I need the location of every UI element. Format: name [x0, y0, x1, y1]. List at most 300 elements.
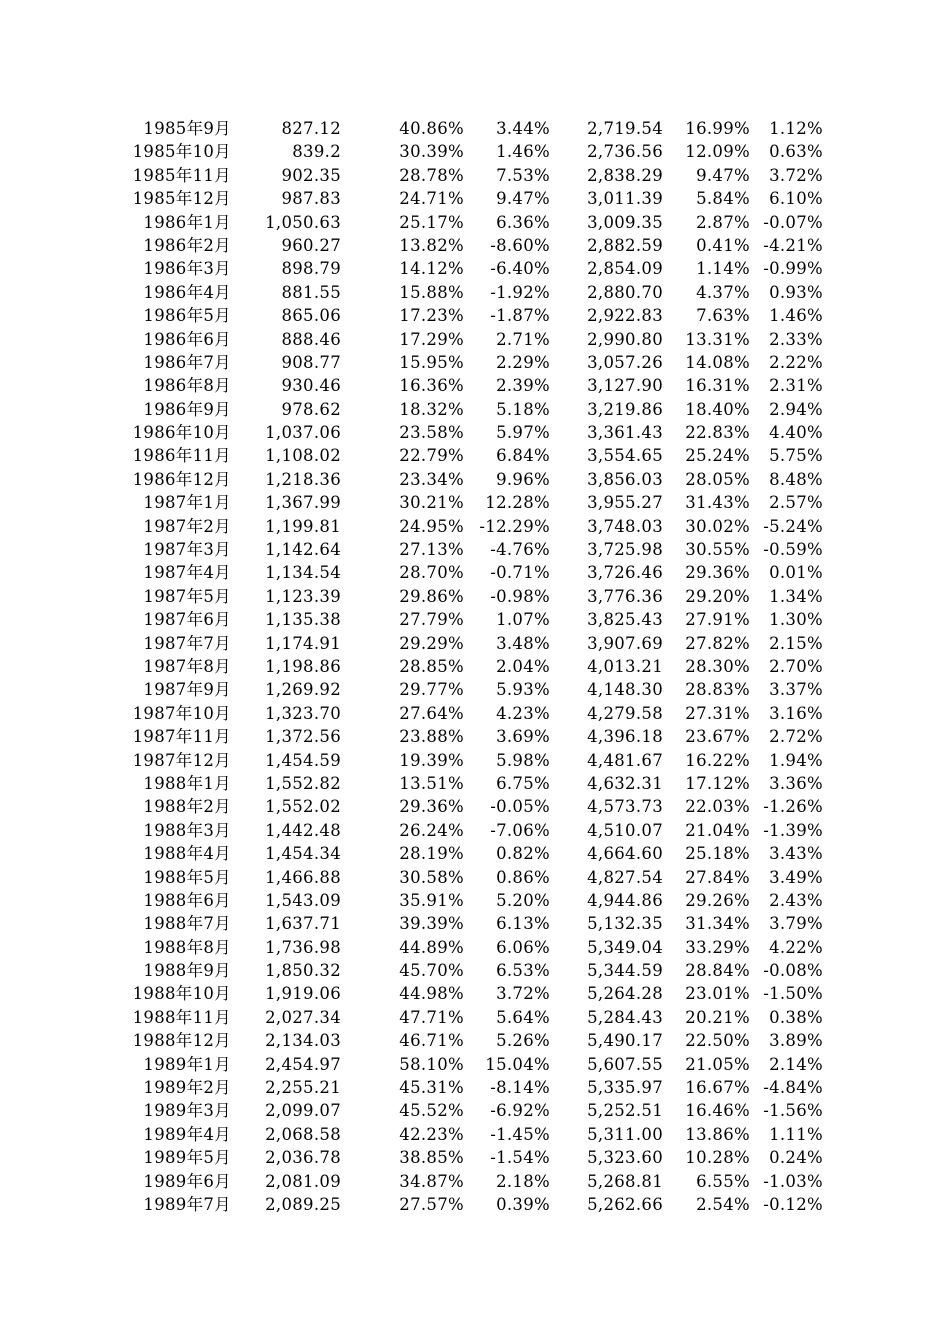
month-cell: 1986年6月	[143, 329, 231, 349]
table-row	[130, 1006, 830, 1029]
index-mom-cell: -4.21%	[763, 235, 823, 255]
month-cell: 1988年2月	[143, 797, 231, 817]
value-cell: 930.46	[281, 376, 341, 396]
table-row	[130, 678, 830, 701]
index-cell: 3,361.43	[587, 423, 663, 443]
yoy-cell: 29.77%	[399, 680, 464, 700]
index-mom-cell: 1.34%	[769, 586, 823, 606]
table-row	[130, 164, 830, 187]
month-cell: 1987年4月	[143, 563, 231, 583]
index-cell: 5,132.35	[587, 914, 663, 934]
index-mom-cell: 1.11%	[769, 1124, 823, 1144]
index-cell: 3,011.39	[587, 189, 663, 209]
yoy-cell: 44.89%	[399, 937, 464, 957]
value-cell: 898.79	[281, 259, 341, 279]
index-mom-cell: 1.12%	[769, 119, 823, 138]
month-cell: 1986年12月	[132, 469, 231, 489]
yoy-cell: 38.85%	[399, 1148, 464, 1168]
mom-cell: 2.18%	[496, 1171, 550, 1191]
index-mom-cell: 2.14%	[769, 1054, 823, 1074]
value-cell: 1,218.36	[265, 469, 341, 489]
mom-cell: 2.71%	[496, 329, 550, 349]
table-row	[130, 491, 830, 514]
value-cell: 1,050.63	[265, 212, 341, 232]
table-row	[130, 304, 830, 327]
mom-cell: 3.72%	[496, 984, 550, 1004]
table-row	[130, 351, 830, 374]
month-cell: 1986年2月	[143, 235, 231, 255]
table-row	[130, 982, 830, 1005]
yoy-cell: 22.79%	[399, 446, 464, 466]
index-yoy-cell: 25.24%	[685, 446, 750, 466]
index-mom-cell: 2.15%	[769, 633, 823, 653]
value-cell: 1,919.06	[265, 984, 341, 1004]
index-cell: 2,882.59	[587, 235, 663, 255]
table-row	[130, 538, 830, 561]
value-cell: 908.77	[281, 352, 341, 372]
value-cell: 1,736.98	[265, 937, 341, 957]
index-cell: 5,268.81	[587, 1171, 663, 1191]
month-cell: 1986年9月	[143, 399, 231, 419]
month-cell: 1988年1月	[143, 773, 231, 793]
index-mom-cell: -4.84%	[763, 1078, 823, 1098]
yoy-cell: 23.58%	[399, 423, 464, 443]
index-cell: 4,573.73	[587, 797, 663, 817]
index-yoy-cell: 4.37%	[696, 282, 750, 302]
value-cell: 1,454.59	[265, 750, 341, 770]
table-row	[130, 912, 830, 935]
value-cell: 1,198.86	[265, 656, 341, 676]
index-cell: 2,922.83	[587, 306, 663, 326]
index-mom-cell: -0.99%	[763, 259, 823, 279]
index-mom-cell: 8.48%	[769, 469, 823, 489]
index-mom-cell: -0.08%	[763, 961, 823, 981]
value-cell: 1,552.02	[265, 797, 341, 817]
mom-cell: -7.06%	[490, 820, 550, 840]
value-cell: 1,108.02	[265, 446, 341, 466]
table-row	[130, 421, 830, 444]
month-cell: 1988年10月	[132, 984, 231, 1004]
index-yoy-cell: 27.82%	[685, 633, 750, 653]
mom-cell: 5.97%	[496, 423, 550, 443]
yoy-cell: 47.71%	[399, 1007, 464, 1027]
index-yoy-cell: 31.43%	[685, 493, 750, 513]
index-mom-cell: 1.94%	[769, 750, 823, 770]
mom-cell: 6.84%	[496, 446, 550, 466]
index-cell: 5,344.59	[587, 961, 663, 981]
index-cell: 4,827.54	[587, 867, 663, 887]
yoy-cell: 44.98%	[399, 984, 464, 1004]
table-row	[130, 1076, 830, 1099]
value-cell: 1,037.06	[265, 423, 341, 443]
index-yoy-cell: 29.20%	[685, 586, 750, 606]
index-yoy-cell: 28.83%	[685, 680, 750, 700]
mom-cell: 6.53%	[496, 961, 550, 981]
index-cell: 3,057.26	[587, 352, 663, 372]
table-row	[130, 725, 830, 748]
index-cell: 2,990.80	[587, 329, 663, 349]
index-mom-cell: 0.24%	[769, 1148, 823, 1168]
index-mom-cell: -1.50%	[763, 984, 823, 1004]
index-mom-cell: 6.10%	[769, 189, 823, 209]
value-cell: 1,442.48	[265, 820, 341, 840]
index-cell: 5,284.43	[587, 1007, 663, 1027]
table-row	[130, 1146, 830, 1169]
index-cell: 4,481.67	[587, 750, 663, 770]
month-cell: 1987年1月	[143, 493, 231, 513]
month-cell: 1988年5月	[143, 867, 231, 887]
index-yoy-cell: 33.29%	[685, 937, 750, 957]
table-row	[130, 444, 830, 467]
index-cell: 5,490.17	[587, 1031, 663, 1051]
index-mom-cell: 3.37%	[769, 680, 823, 700]
index-yoy-cell: 30.02%	[685, 516, 750, 536]
table-row	[130, 936, 830, 959]
yoy-cell: 19.39%	[399, 750, 464, 770]
month-cell: 1986年8月	[143, 376, 231, 396]
yoy-cell: 30.39%	[399, 142, 464, 162]
index-mom-cell: -5.24%	[763, 516, 823, 536]
index-mom-cell: 3.72%	[769, 165, 823, 185]
mom-cell: 1.07%	[496, 610, 550, 630]
value-cell: 1,135.38	[265, 610, 341, 630]
yoy-cell: 27.64%	[399, 703, 464, 723]
table-row	[130, 1099, 830, 1122]
index-cell: 5,311.00	[587, 1124, 663, 1144]
table-row	[130, 889, 830, 912]
value-cell: 1,269.92	[265, 680, 341, 700]
value-cell: 839.2	[292, 142, 341, 162]
month-cell: 1987年12月	[132, 750, 231, 770]
month-cell: 1987年9月	[143, 680, 231, 700]
yoy-cell: 45.52%	[399, 1101, 464, 1121]
mom-cell: -0.71%	[490, 563, 550, 583]
index-cell: 5,264.28	[587, 984, 663, 1004]
table-row	[130, 795, 830, 818]
month-cell: 1986年3月	[143, 259, 231, 279]
mom-cell: 4.23%	[496, 703, 550, 723]
index-yoy-cell: 22.50%	[685, 1031, 750, 1051]
mom-cell: -12.29%	[479, 516, 550, 536]
month-cell: 1985年12月	[132, 189, 231, 209]
index-yoy-cell: 5.84%	[696, 189, 750, 209]
index-cell: 2,838.29	[587, 165, 663, 185]
value-cell: 2,099.07	[265, 1101, 341, 1121]
yoy-cell: 29.36%	[399, 797, 464, 817]
index-mom-cell: 2.33%	[769, 329, 823, 349]
mom-cell: 2.04%	[496, 656, 550, 676]
index-yoy-cell: 18.40%	[685, 399, 750, 419]
table-row	[130, 608, 830, 631]
yoy-cell: 15.88%	[399, 282, 464, 302]
index-yoy-cell: 27.31%	[685, 703, 750, 723]
index-yoy-cell: 7.63%	[696, 306, 750, 326]
yoy-cell: 39.39%	[399, 914, 464, 934]
month-cell: 1986年10月	[132, 423, 231, 443]
index-cell: 2,880.70	[587, 282, 663, 302]
index-cell: 3,009.35	[587, 212, 663, 232]
index-cell: 3,825.43	[587, 610, 663, 630]
yoy-cell: 35.91%	[399, 890, 464, 910]
table-row	[130, 1193, 830, 1216]
month-cell: 1987年2月	[143, 516, 231, 536]
value-cell: 827.12	[281, 119, 341, 138]
month-cell: 1986年4月	[143, 282, 231, 302]
index-yoy-cell: 25.18%	[685, 844, 750, 864]
index-cell: 4,013.21	[587, 656, 663, 676]
mom-cell: 1.46%	[496, 142, 550, 162]
mom-cell: 7.53%	[496, 165, 550, 185]
mom-cell: 6.13%	[496, 914, 550, 934]
mom-cell: -0.98%	[490, 586, 550, 606]
table-row	[130, 468, 830, 491]
index-yoy-cell: 16.22%	[685, 750, 750, 770]
index-yoy-cell: 6.55%	[696, 1171, 750, 1191]
value-cell: 888.46	[281, 329, 341, 349]
index-cell: 3,726.46	[587, 563, 663, 583]
mom-cell: 5.18%	[496, 399, 550, 419]
mom-cell: 15.04%	[485, 1054, 550, 1074]
month-cell: 1985年11月	[132, 165, 231, 185]
index-mom-cell: 4.40%	[769, 423, 823, 443]
index-mom-cell: -1.03%	[763, 1171, 823, 1191]
month-cell: 1986年7月	[143, 352, 231, 372]
index-yoy-cell: 22.03%	[685, 797, 750, 817]
yoy-cell: 13.51%	[399, 773, 464, 793]
table-row	[130, 749, 830, 772]
yoy-cell: 45.70%	[399, 961, 464, 981]
value-cell: 1,637.71	[265, 914, 341, 934]
index-mom-cell: 0.01%	[769, 563, 823, 583]
yoy-cell: 16.36%	[399, 376, 464, 396]
index-yoy-cell: 16.31%	[685, 376, 750, 396]
index-cell: 2,736.56	[587, 142, 663, 162]
value-cell: 2,089.25	[265, 1194, 341, 1214]
yoy-cell: 27.79%	[399, 610, 464, 630]
value-cell: 987.83	[281, 189, 341, 209]
yoy-cell: 29.86%	[399, 586, 464, 606]
month-cell: 1987年10月	[132, 703, 231, 723]
index-yoy-cell: 28.30%	[685, 656, 750, 676]
mom-cell: 5.20%	[496, 890, 550, 910]
index-mom-cell: 3.36%	[769, 773, 823, 793]
value-cell: 1,123.39	[265, 586, 341, 606]
table-row	[130, 1053, 830, 1076]
table-row	[130, 655, 830, 678]
month-cell: 1987年7月	[143, 633, 231, 653]
table-row	[130, 1123, 830, 1146]
yoy-cell: 23.88%	[399, 727, 464, 747]
value-cell: 2,255.21	[265, 1078, 341, 1098]
value-cell: 1,199.81	[265, 516, 341, 536]
index-yoy-cell: 13.86%	[685, 1124, 750, 1144]
mom-cell: -1.45%	[490, 1124, 550, 1144]
value-cell: 2,454.97	[265, 1054, 341, 1074]
yoy-cell: 27.13%	[399, 540, 464, 560]
mom-cell: 0.39%	[496, 1194, 550, 1214]
value-cell: 1,323.70	[265, 703, 341, 723]
mom-cell: 9.47%	[496, 189, 550, 209]
mom-cell: 6.75%	[496, 773, 550, 793]
mom-cell: 9.96%	[496, 469, 550, 489]
yoy-cell: 29.29%	[399, 633, 464, 653]
yoy-cell: 28.85%	[399, 656, 464, 676]
index-cell: 5,607.55	[587, 1054, 663, 1074]
index-mom-cell: 3.89%	[769, 1031, 823, 1051]
month-cell: 1985年10月	[132, 142, 231, 162]
month-cell: 1987年3月	[143, 540, 231, 560]
index-yoy-cell: 20.21%	[685, 1007, 750, 1027]
index-yoy-cell: 16.99%	[685, 119, 750, 138]
value-cell: 1,142.64	[265, 540, 341, 560]
month-cell: 1989年2月	[143, 1078, 231, 1098]
value-cell: 865.06	[281, 306, 341, 326]
index-yoy-cell: 16.46%	[685, 1101, 750, 1121]
mom-cell: -1.92%	[490, 282, 550, 302]
mom-cell: 3.44%	[496, 119, 550, 138]
month-cell: 1987年11月	[132, 727, 231, 747]
index-cell: 3,748.03	[587, 516, 663, 536]
index-mom-cell: 3.16%	[769, 703, 823, 723]
table-row	[130, 374, 830, 397]
index-mom-cell: 3.79%	[769, 914, 823, 934]
yoy-cell: 24.71%	[399, 189, 464, 209]
mom-cell: 0.86%	[496, 867, 550, 887]
index-mom-cell: 0.93%	[769, 282, 823, 302]
index-mom-cell: -0.12%	[763, 1194, 823, 1214]
value-cell: 2,036.78	[265, 1148, 341, 1168]
yoy-cell: 42.23%	[399, 1124, 464, 1144]
month-cell: 1989年5月	[143, 1148, 231, 1168]
index-yoy-cell: 2.54%	[696, 1194, 750, 1214]
data-table	[130, 117, 830, 1216]
index-yoy-cell: 10.28%	[685, 1148, 750, 1168]
index-cell: 3,856.03	[587, 469, 663, 489]
index-cell: 2,854.09	[587, 259, 663, 279]
yoy-cell: 17.23%	[399, 306, 464, 326]
index-cell: 5,349.04	[587, 937, 663, 957]
index-mom-cell: 2.43%	[769, 890, 823, 910]
yoy-cell: 18.32%	[399, 399, 464, 419]
index-yoy-cell: 27.91%	[685, 610, 750, 630]
table-row	[130, 117, 830, 140]
month-cell: 1988年7月	[143, 914, 231, 934]
month-cell: 1988年4月	[143, 844, 231, 864]
mom-cell: 5.93%	[496, 680, 550, 700]
value-cell: 1,850.32	[265, 961, 341, 981]
yoy-cell: 58.10%	[399, 1054, 464, 1074]
month-cell: 1987年5月	[143, 586, 231, 606]
index-mom-cell: 3.49%	[769, 867, 823, 887]
index-cell: 3,554.65	[587, 446, 663, 466]
month-cell: 1988年11月	[132, 1007, 231, 1027]
table-row	[130, 398, 830, 421]
index-cell: 4,664.60	[587, 844, 663, 864]
month-cell: 1989年3月	[143, 1101, 231, 1121]
table-row	[130, 234, 830, 257]
index-cell: 4,510.07	[587, 820, 663, 840]
month-cell: 1988年8月	[143, 937, 231, 957]
index-cell: 5,323.60	[587, 1148, 663, 1168]
index-yoy-cell: 13.31%	[685, 329, 750, 349]
index-yoy-cell: 29.36%	[685, 563, 750, 583]
value-cell: 1,134.54	[265, 563, 341, 583]
table-row	[130, 515, 830, 538]
yoy-cell: 28.78%	[399, 165, 464, 185]
index-yoy-cell: 9.47%	[696, 165, 750, 185]
yoy-cell: 17.29%	[399, 329, 464, 349]
index-mom-cell: 2.57%	[769, 493, 823, 513]
table-row	[130, 281, 830, 304]
index-mom-cell: -1.26%	[763, 797, 823, 817]
value-cell: 1,543.09	[265, 890, 341, 910]
yoy-cell: 26.24%	[399, 820, 464, 840]
table-row	[130, 866, 830, 889]
index-yoy-cell: 1.14%	[696, 259, 750, 279]
mom-cell: 5.98%	[496, 750, 550, 770]
month-cell: 1986年1月	[143, 212, 231, 232]
index-mom-cell: 0.38%	[769, 1007, 823, 1027]
table-row	[130, 187, 830, 210]
mom-cell: 2.29%	[496, 352, 550, 372]
index-yoy-cell: 14.08%	[685, 352, 750, 372]
index-yoy-cell: 0.41%	[696, 235, 750, 255]
index-yoy-cell: 17.12%	[685, 773, 750, 793]
index-mom-cell: -1.56%	[763, 1101, 823, 1121]
table-row	[130, 585, 830, 608]
index-cell: 4,632.31	[587, 773, 663, 793]
index-yoy-cell: 29.26%	[685, 890, 750, 910]
index-yoy-cell: 28.84%	[685, 961, 750, 981]
mom-cell: 12.28%	[485, 493, 550, 513]
index-yoy-cell: 2.87%	[696, 212, 750, 232]
yoy-cell: 23.34%	[399, 469, 464, 489]
table-row	[130, 561, 830, 584]
yoy-cell: 14.12%	[399, 259, 464, 279]
index-mom-cell: 2.22%	[769, 352, 823, 372]
index-yoy-cell: 27.84%	[685, 867, 750, 887]
value-cell: 881.55	[281, 282, 341, 302]
index-cell: 3,907.69	[587, 633, 663, 653]
yoy-cell: 15.95%	[399, 352, 464, 372]
index-yoy-cell: 16.67%	[685, 1078, 750, 1098]
index-cell: 3,955.27	[587, 493, 663, 513]
mom-cell: 6.06%	[496, 937, 550, 957]
table-row	[130, 211, 830, 234]
mom-cell: -1.54%	[490, 1148, 550, 1168]
mom-cell: -4.76%	[490, 540, 550, 560]
yoy-cell: 46.71%	[399, 1031, 464, 1051]
yoy-cell: 28.19%	[399, 844, 464, 864]
yoy-cell: 24.95%	[399, 516, 464, 536]
table-row	[130, 702, 830, 725]
value-cell: 902.35	[281, 165, 341, 185]
index-cell: 5,252.51	[587, 1101, 663, 1121]
mom-cell: 0.82%	[496, 844, 550, 864]
value-cell: 1,372.56	[265, 727, 341, 747]
value-cell: 960.27	[281, 235, 341, 255]
index-cell: 5,262.66	[587, 1194, 663, 1214]
month-cell: 1989年1月	[143, 1054, 231, 1074]
yoy-cell: 25.17%	[399, 212, 464, 232]
month-cell: 1989年4月	[143, 1124, 231, 1144]
mom-cell: 2.39%	[496, 376, 550, 396]
index-mom-cell: 1.30%	[769, 610, 823, 630]
mom-cell: -8.60%	[490, 235, 550, 255]
table-row	[130, 632, 830, 655]
index-mom-cell: 5.75%	[769, 446, 823, 466]
index-mom-cell: 2.94%	[769, 399, 823, 419]
